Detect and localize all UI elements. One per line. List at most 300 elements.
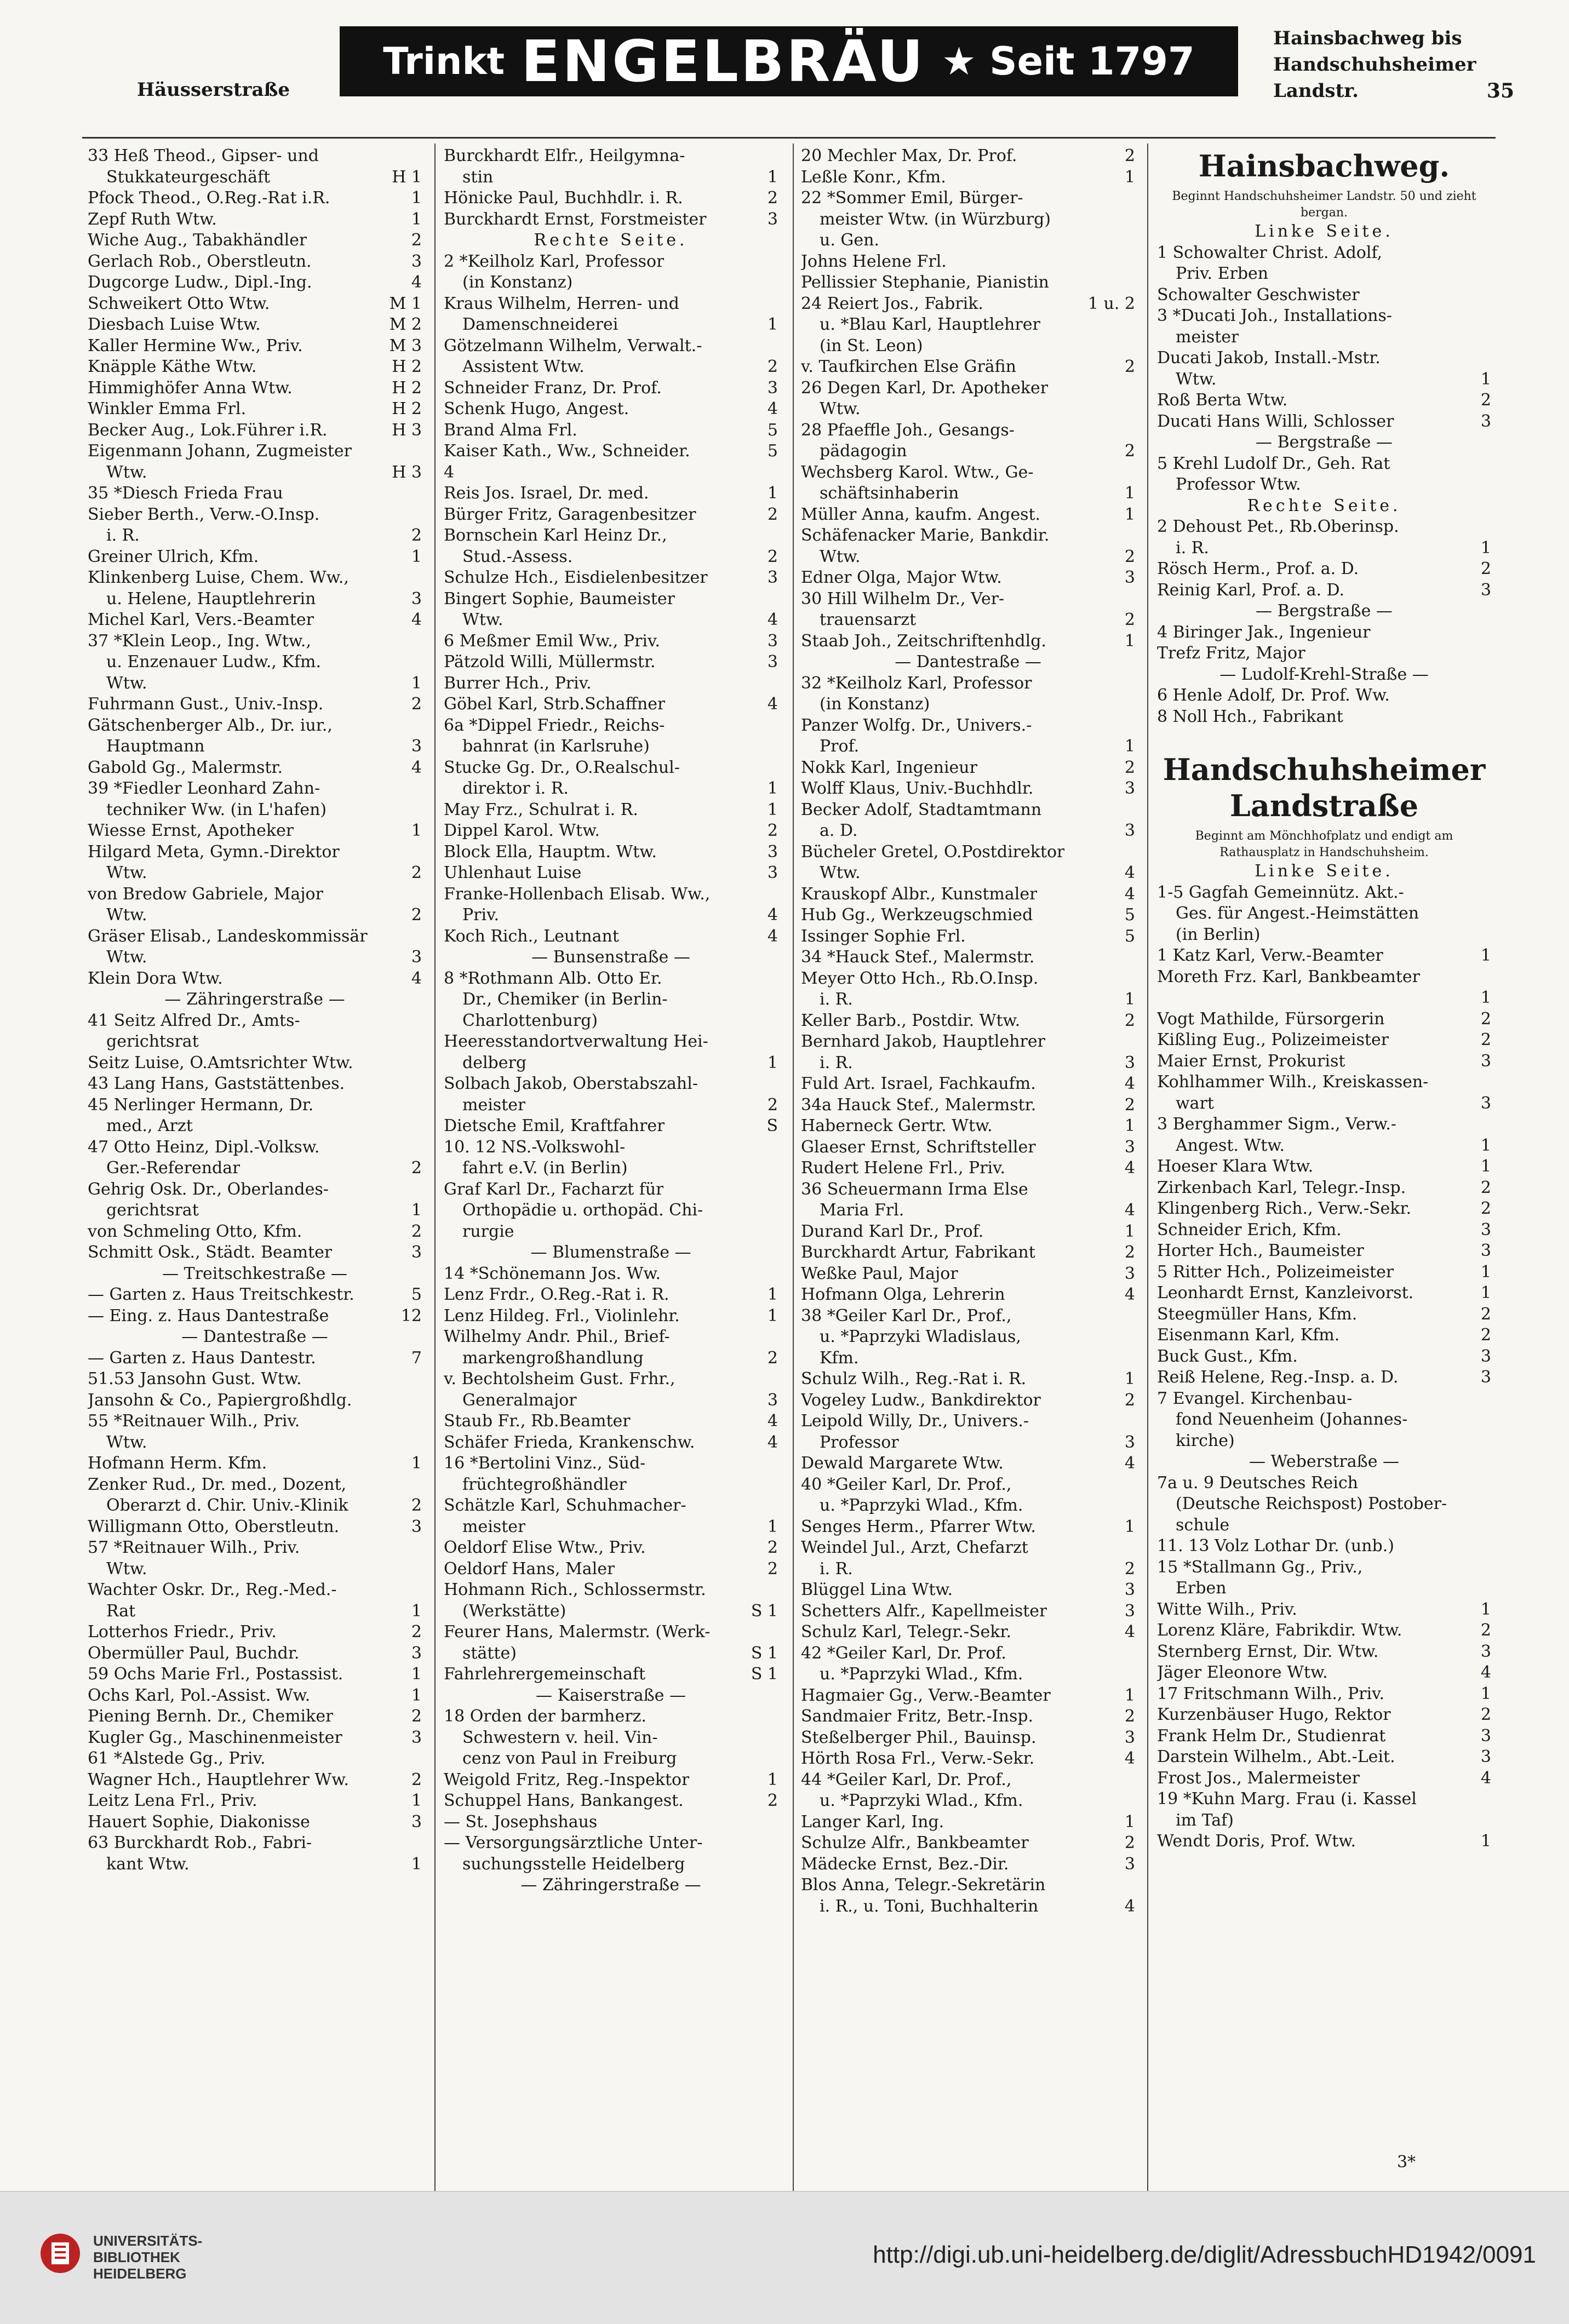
entry-continuation (1157, 263, 1491, 285)
floor-number (774, 1474, 778, 1496)
floor-number: S 1 (751, 1601, 778, 1621)
entry-text: Wilhelmy Andr. Phil., Brief- (444, 1327, 670, 1346)
entry-continuation (1157, 1093, 1491, 1115)
directory-entry (801, 1812, 1135, 1833)
directory-entry (444, 800, 778, 821)
floor-number (1131, 272, 1135, 294)
entry-continuation (88, 1601, 422, 1622)
entry-continuation (801, 1495, 1135, 1517)
entry-text: Gabold Gg., Malermstr. (88, 758, 283, 777)
entry-text: Schäfenacker Marie, Bankdir. (801, 526, 1050, 545)
entry-text: Dewald Margarete Wtw. (801, 1454, 1004, 1473)
entry-text: 38 *Geiler Karl Dr., Prof., (801, 1306, 1012, 1325)
entry-text: Zirkenbach Karl, Telegr.-Insp. (1157, 1178, 1406, 1197)
entry-continuation (444, 610, 778, 631)
floor-number: 4 (1124, 1201, 1135, 1220)
street-description: Beginnt am Mönchhofplatz und endigt am Rathausplatz in Handschuhsheim. (1195, 829, 1453, 859)
directory-entry (801, 1643, 1135, 1665)
floor-number: 2 (411, 1496, 422, 1515)
entry-text: Weigold Fritz, Reg.-Inspektor (444, 1770, 690, 1789)
directory-entry (801, 272, 1135, 294)
floor-number: 1 (767, 1517, 778, 1536)
column-4 (1157, 146, 1491, 1852)
directory-entry (444, 1559, 778, 1580)
directory-entry (801, 1601, 1135, 1622)
floor-number: 1 (411, 1791, 422, 1810)
floor-number (1131, 188, 1135, 209)
entry-continuation (88, 863, 422, 884)
directory-entry (444, 1137, 778, 1158)
running-head-line: Landstr. (1273, 80, 1359, 102)
floor-number: 2 (767, 188, 778, 208)
floor-number (774, 146, 778, 167)
entry-text: 44 *Geiler Karl, Dr. Prof., (801, 1770, 1012, 1789)
entry-text: 34a Hauck Stef., Malermstr. (801, 1095, 1037, 1115)
directory-entry (801, 1306, 1135, 1327)
floor-number (1487, 348, 1491, 369)
directory-entry (88, 1664, 422, 1685)
entry-text: 63 Burckhardt Rob., Fabri- (88, 1833, 312, 1852)
entry-text: Wtw. (106, 1559, 147, 1579)
floor-number (417, 1432, 422, 1454)
entry-continuation (801, 209, 1135, 231)
floor-number (1131, 1474, 1135, 1496)
entry-text: May Frz., Schulrat i. R. (444, 800, 638, 819)
entry-text: Buck Gust., Kfm. (1157, 1346, 1298, 1366)
floor-number (1131, 336, 1135, 357)
directory-entry (1157, 1072, 1491, 1093)
directory-entry (801, 1728, 1135, 1749)
directory-entry (444, 1495, 778, 1517)
floor-number: 5 (767, 420, 778, 440)
entry-text: Wendt Doris, Prof. Wtw. (1157, 1832, 1356, 1851)
source-url-link[interactable]: http://digi.ub.uni-heidelberg.de/diglit/AdressbuchHD1942/0091 (873, 2241, 1536, 2268)
directory-entry (444, 968, 778, 990)
entry-text: Leonhardt Ernst, Kanzleivorst. (1157, 1283, 1414, 1302)
cross-street: — Dantestraße — (181, 1327, 328, 1346)
directory-entry (444, 504, 778, 526)
entry-continuation (444, 1643, 778, 1665)
floor-number: 4 (1480, 1663, 1491, 1682)
floor-number (774, 1854, 778, 1875)
floor-number (1487, 1473, 1491, 1494)
entry-text: Issinger Sophie Frl. (801, 926, 966, 946)
floor-number (774, 715, 778, 737)
floor-number: 4 (411, 610, 422, 629)
directory-entry (801, 1706, 1135, 1728)
directory-entry (801, 926, 1135, 948)
directory-entry (1157, 1388, 1491, 1410)
directory-entry (1157, 685, 1491, 707)
floor-number: 1 (1480, 369, 1491, 389)
directory-entry (444, 1706, 778, 1728)
entry-text: 22 *Sommer Emil, Bürger- (801, 188, 1023, 208)
floor-number (1487, 306, 1491, 327)
directory-entry (88, 230, 422, 251)
floor-number (1131, 1664, 1135, 1685)
entry-text: 11. 13 Volz Lothar Dr. (unb.) (1157, 1536, 1394, 1556)
floor-number: 3 (1124, 1580, 1135, 1599)
floor-number (1131, 399, 1135, 420)
directory-entry (801, 504, 1135, 526)
entry-text: Götzelmann Wilhelm, Verwalt.- (444, 336, 702, 355)
entry-text: Sieber Berth., Verw.-O.Insp. (88, 504, 320, 524)
floor-number: 1 (767, 1306, 778, 1325)
directory-entry (444, 188, 778, 209)
directory-entry (801, 715, 1135, 737)
entry-text: Panzer Wolfg. Dr., Univers.- (801, 715, 1032, 735)
entry-continuation (444, 1748, 778, 1770)
directory-entry (444, 842, 778, 863)
directory-entry (88, 1306, 422, 1327)
entry-text: Wtw. (820, 399, 861, 418)
entry-text: Pfock Theod., O.Reg.-Rat i.R. (88, 188, 330, 208)
entry-text: Lenz Frdr., O.Reg.-Rat i. R. (444, 1285, 669, 1304)
floor-number (1131, 1537, 1135, 1559)
floor-number: 1 (1124, 167, 1135, 187)
directory-entry (801, 294, 1135, 315)
floor-number: 1 (1124, 1116, 1135, 1135)
entry-text: u. *Paprzyki Wlad., Kfm. (820, 1496, 1023, 1515)
floor-number (1131, 420, 1135, 441)
floor-number: 2 (411, 1770, 422, 1789)
floor-number: 3 (767, 842, 778, 862)
floor-number (1487, 1114, 1491, 1135)
entry-continuation (801, 547, 1135, 568)
floor-number: 2 (767, 1348, 778, 1368)
entry-text: Frank Helm Dr., Studienrat (1157, 1726, 1386, 1746)
directory-entry (88, 1537, 422, 1559)
entry-continuation (444, 1390, 778, 1411)
entry-text: Schulz Wilh., Reg.-Rat i. R. (801, 1369, 1027, 1388)
directory-entry (88, 251, 422, 273)
directory-entry (444, 1264, 778, 1285)
directory-entry (444, 884, 778, 905)
entry-text: (in Berlin) (1176, 925, 1261, 944)
entry-text: 4 Biringer Jak., Ingenieur (1157, 622, 1371, 642)
entry-text: Müller Anna, kaufm. Angest. (801, 504, 1041, 524)
directory-entry (444, 1411, 778, 1432)
floor-number (417, 1537, 422, 1559)
floor-number (774, 1580, 778, 1601)
floor-number: 4 (411, 758, 422, 777)
floor-number: 2 (1480, 391, 1491, 410)
entry-text: Weindel Jul., Arzt, Chefarzt (801, 1538, 1028, 1557)
floor-number: 3 (1480, 1220, 1491, 1240)
entry-text: Leßle Konr., Kfm. (801, 167, 946, 187)
directory-entry (801, 1221, 1135, 1243)
entry-continuation (444, 1854, 778, 1875)
directory-entry (88, 1369, 422, 1390)
entry-continuation (1157, 925, 1491, 946)
entry-continuation (801, 1327, 1135, 1348)
floor-number: H 3 (392, 420, 422, 440)
directory-entry (801, 1537, 1135, 1559)
column-1 (88, 146, 422, 1875)
floor-number: 7 (411, 1348, 422, 1368)
entry-text: 20 Mechler Max, Dr. Prof. (801, 146, 1017, 165)
entry-text: 8 *Rothmann Alb. Otto Er. (444, 968, 662, 988)
entry-text: Schulz Karl, Telegr.-Sekr. (801, 1622, 1012, 1642)
floor-number: M 3 (389, 336, 422, 355)
entry-text: Kraus Wilhelm, Herren- und (444, 294, 679, 313)
floor-number: 1 (411, 1665, 422, 1684)
floor-number: 3 (1124, 821, 1135, 840)
floor-number: 2 (1480, 1178, 1491, 1197)
floor-number: 1 (767, 1285, 778, 1304)
directory-entry (88, 778, 422, 800)
directory-entry (88, 715, 422, 737)
cross-street: — Ludolf-Krehl-Straße — (1219, 664, 1429, 684)
entry-continuation (801, 314, 1135, 336)
floor-number (1131, 314, 1135, 336)
cross-street: — Dantestraße — (895, 652, 1041, 672)
floor-number: 1 (411, 547, 422, 566)
floor-number: 5 (1124, 905, 1135, 925)
entry-continuation (88, 1854, 422, 1875)
street-description: Beginnt Handschuhsheimer Landstr. 50 und zieht bergan. (1172, 190, 1476, 220)
entry-text: 1 Katz Karl, Verw.-Beamter (1157, 946, 1383, 965)
floor-number: 1 (411, 1601, 422, 1621)
running-head-line: Hainsbachweg bis (1273, 27, 1462, 49)
entry-text: Krauskopf Albr., Kunstmaler (801, 884, 1038, 904)
directory-entry (1157, 559, 1491, 580)
directory-entry (1157, 411, 1491, 433)
entry-continuation (88, 1116, 422, 1137)
floor-number (417, 800, 422, 821)
entry-text: kant Wtw. (106, 1854, 190, 1874)
directory-entry (801, 1875, 1135, 1896)
directory-entry (444, 1369, 778, 1390)
entry-continuation (1157, 903, 1491, 925)
floor-number (1487, 263, 1491, 285)
entry-text: Burckhardt Elfr., Heilgymna- (444, 146, 685, 165)
entry-text: Becker Aug., Lok.Führer i.R. (88, 420, 328, 440)
entry-text: Fuld Art. Israel, Fachkaufm. (801, 1074, 1036, 1093)
directory-entry (88, 1348, 422, 1369)
entry-text: 33 Heß Theod., Gipser- und (88, 146, 319, 165)
directory-entry (88, 1728, 422, 1749)
directory-entry (444, 673, 778, 695)
directory-entry (88, 567, 422, 589)
directory-entry (801, 420, 1135, 441)
directory-entry (88, 336, 422, 357)
entry-text: 45 Nerlinger Hermann, Dr. (88, 1095, 314, 1115)
floor-number: 3 (411, 1643, 422, 1663)
directory-entry (88, 314, 422, 336)
floor-number (417, 778, 422, 800)
directory-entry (88, 1453, 422, 1474)
entry-text: Block Ella, Hauptm. Wtw. (444, 842, 657, 862)
directory-entry (1157, 517, 1491, 538)
floor-number (417, 1116, 422, 1137)
floor-number: 2 (411, 1622, 422, 1642)
directory-entry (1157, 1536, 1491, 1557)
entry-text: Kfm. (820, 1348, 859, 1368)
directory-entry (801, 673, 1135, 695)
directory-entry (444, 1791, 778, 1812)
directory-entry (801, 525, 1135, 547)
entry-text: Vogeley Ludw., Bankdirektor (801, 1390, 1041, 1410)
directory-entry (801, 1622, 1135, 1643)
floor-number (1131, 968, 1135, 990)
entry-text: techniker Ww. (in L'hafen) (106, 800, 327, 819)
floor-number (1487, 1072, 1491, 1093)
entry-text: 8 Noll Hch., Fabrikant (1157, 707, 1343, 726)
floor-number: 2 (1480, 1621, 1491, 1640)
directory-entry (801, 567, 1135, 589)
entry-text: Staub Fr., Rb.Beamter (444, 1411, 631, 1431)
floor-number (774, 673, 778, 695)
floor-number: 2 (1124, 146, 1135, 165)
directory-entry (88, 1074, 422, 1095)
entry-continuation (88, 1200, 422, 1221)
entry-text: Brand Alma Frl. (444, 420, 577, 440)
floor-number (417, 1369, 422, 1390)
floor-number: 1 (1480, 946, 1491, 965)
floor-number: 4 (1124, 884, 1135, 904)
entry-text: Oeldorf Elise Wtw., Priv. (444, 1538, 646, 1557)
directory-entry (801, 1833, 1135, 1854)
directory-entry (1157, 580, 1491, 601)
entry-continuation (444, 1348, 778, 1369)
entry-continuation (1157, 1409, 1491, 1431)
entry-text: Knäpple Käthe Wtw. (88, 357, 257, 376)
floor-number (774, 736, 778, 758)
entry-continuation (444, 1517, 778, 1538)
floor-number (774, 1074, 778, 1095)
directory-entry (1157, 454, 1491, 475)
directory-entry (1157, 1599, 1491, 1621)
entry-text: 42 *Geiler Karl, Dr. Prof. (801, 1643, 1006, 1663)
entry-continuation (1157, 538, 1491, 559)
directory-entry (444, 1664, 778, 1685)
entry-text: pädagogin (820, 441, 907, 461)
cross-street: — Weberstraße — (1249, 1452, 1399, 1471)
entry-continuation (801, 399, 1135, 420)
entry-text: Winkler Emma Frl. (88, 399, 247, 418)
entry-continuation (444, 1728, 778, 1749)
floor-number (774, 272, 778, 294)
floor-number (774, 1706, 778, 1728)
floor-number (417, 1095, 422, 1116)
entry-text: Trefz Fritz, Major (1157, 644, 1305, 663)
floor-number (1131, 673, 1135, 695)
entry-text: Gerlach Rob., Oberstleutn. (88, 251, 312, 271)
street-side-heading: Linke Seite. (1255, 862, 1394, 881)
directory-entry (88, 1517, 422, 1538)
entry-text: im Taf) (1176, 1810, 1234, 1830)
floor-number (1131, 800, 1135, 821)
entry-text: Schneider Erich, Kfm. (1157, 1220, 1342, 1240)
entry-text: Wtw. (462, 610, 503, 629)
entry-text: Schulze Alfr., Bankbeamter (801, 1833, 1029, 1852)
entry-text: Dietsche Emil, Kraftfahrer (444, 1116, 665, 1135)
cross-street: — Bunsenstraße — (531, 948, 690, 967)
entry-text: Darstein Wilhelm., Abt.-Leit. (1157, 1747, 1395, 1766)
entry-continuation (88, 947, 422, 968)
entry-text: Wtw. (106, 673, 147, 693)
directory-entry (444, 1284, 778, 1306)
entry-text: a. D. (820, 821, 858, 840)
floor-number: 2 (411, 695, 422, 714)
directory-entry (801, 905, 1135, 926)
floor-number: 3 (1124, 1053, 1135, 1072)
entry-text: Bingert Sophie, Baumeister (444, 589, 675, 609)
entry-continuation (1157, 1431, 1491, 1452)
column-3 (801, 146, 1135, 1917)
directory-entry (1157, 306, 1491, 327)
entry-text: Wtw. (820, 547, 861, 566)
entry-text: Edner Olga, Major Wtw. (801, 568, 1002, 587)
entry-text: fond Neuenheim (Johannes- (1176, 1410, 1408, 1429)
entry-text: trauensarzt (820, 610, 917, 629)
entry-text: Kaller Hermine Ww., Priv. (88, 336, 303, 355)
entry-text: stin (462, 167, 494, 187)
entry-continuation (801, 989, 1135, 1011)
entry-continuation (801, 1664, 1135, 1685)
floor-number: 1 (1124, 1517, 1135, 1536)
entry-text: Priv. (462, 905, 500, 925)
entry-text: Kohlhammer Wilh., Kreiskassen- (1157, 1072, 1429, 1092)
entry-text: Priv. Erben (1176, 264, 1269, 283)
directory-entry (88, 1221, 422, 1243)
directory-entry (444, 1770, 778, 1791)
floor-number (1131, 1306, 1135, 1327)
directory-entry (801, 1116, 1135, 1137)
floor-number (1131, 694, 1135, 715)
floor-number: 4 (411, 968, 422, 988)
directory-entry (801, 1011, 1135, 1032)
floor-number: 3 (767, 631, 778, 651)
entry-text: 55 *Reitnauer Wilh., Priv. (88, 1411, 300, 1431)
column-divider (793, 144, 794, 2225)
directory-entry (801, 188, 1135, 209)
floor-number (1131, 378, 1135, 399)
entry-text: Obermüller Paul, Buchdr. (88, 1643, 300, 1663)
floor-number: 3 (1480, 1726, 1491, 1746)
entry-text: Wagner Hch., Hauptlehrer Ww. (88, 1770, 349, 1789)
entry-text: Solbach Jakob, Oberstabszahl- (444, 1074, 698, 1093)
directory-entry (444, 251, 778, 273)
directory-entry (1157, 1367, 1491, 1388)
floor-number: S 1 (751, 1665, 778, 1684)
entry-text: Roß Berta Wtw. (1157, 391, 1288, 410)
entry-text: Wtw. (106, 1432, 147, 1452)
entry-continuation (88, 1432, 422, 1454)
entry-text: Rösch Herm., Prof. a. D. (1157, 559, 1359, 578)
entry-continuation (444, 1200, 778, 1221)
entry-text: — Versorgungsärztliche Unter- (444, 1833, 703, 1852)
floor-number: H 3 (392, 462, 422, 482)
entry-continuation (444, 905, 778, 926)
floor-number: 2 (1124, 357, 1135, 376)
entry-text: 36 Scheuermann Irma Else (801, 1179, 1028, 1199)
floor-number (1487, 1578, 1491, 1599)
directory-entry (801, 968, 1135, 990)
entry-text: Schowalter Geschwister (1157, 285, 1360, 305)
floor-number: 1 (1480, 1135, 1491, 1155)
entry-continuation (444, 547, 778, 568)
entry-continuation (801, 1200, 1135, 1221)
floor-number (1487, 643, 1491, 664)
entry-continuation (801, 820, 1135, 842)
floor-number (1131, 1411, 1135, 1432)
entry-text: Erben (1176, 1579, 1227, 1598)
entry-continuation (1157, 369, 1491, 391)
entry-text: Koch Rich., Leutnant (444, 926, 619, 946)
entry-text: 3 Berghammer Sigm., Verw.- (1157, 1115, 1396, 1134)
